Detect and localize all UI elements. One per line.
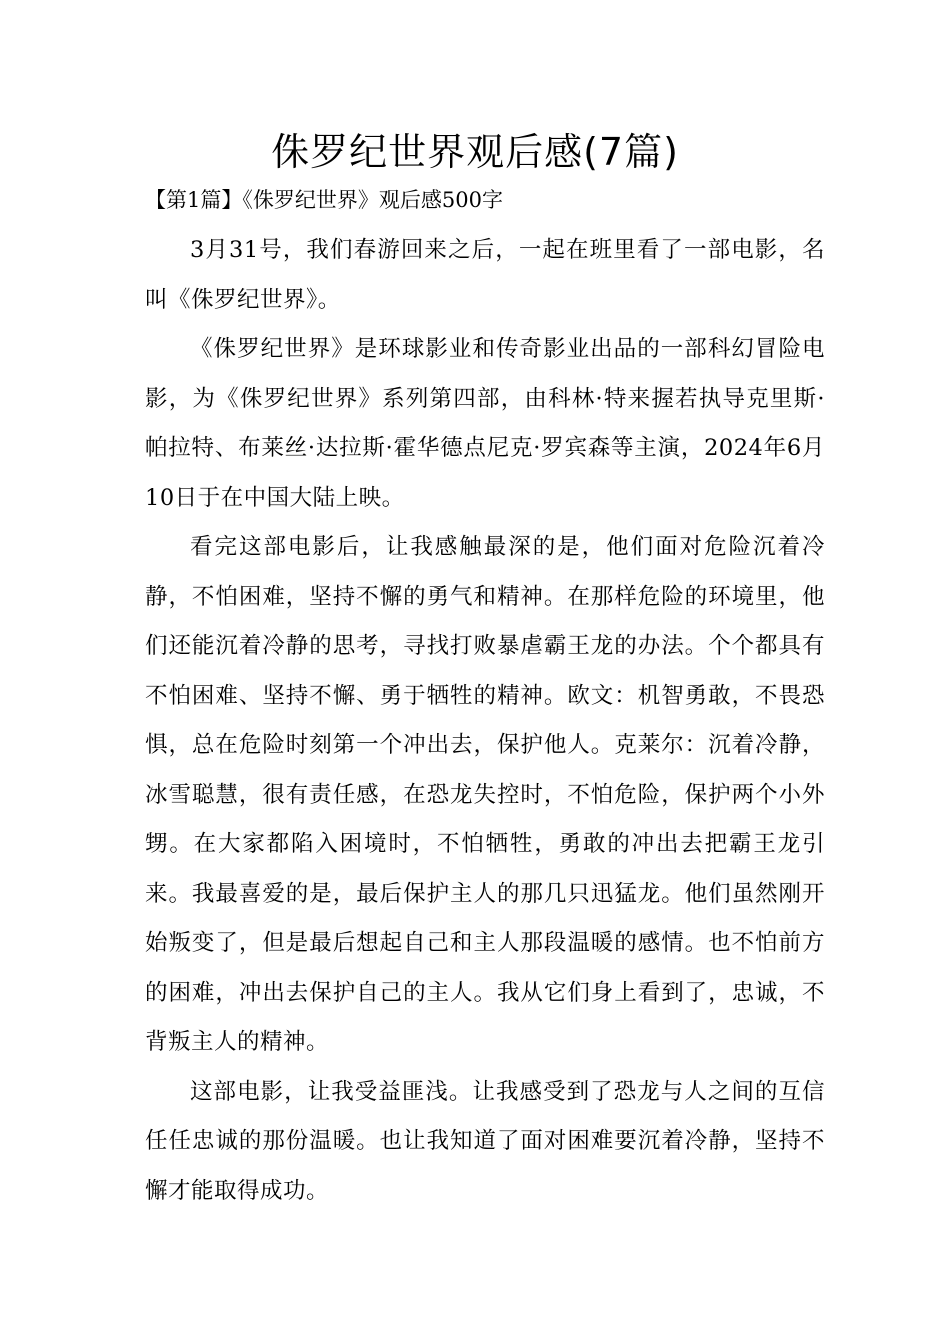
document-title: 侏罗纪世界观后感(7篇) <box>271 130 679 174</box>
section-heading: 【第1篇】《侏罗纪世界》观后感500字 <box>145 188 503 212</box>
paragraph: 3月31号，我们春游回来之后，一起在班里看了一部电影，名叫《侏罗纪世界》。 <box>145 237 825 313</box>
paragraph: 看完这部电影后，让我感触最深的是，他们面对危险沉着冷静，不怕困难，坚持不懈的勇气和精神。在那样危险的环境里，他们还能沉着冷静的思考，寻找打败暴虐霸王龙的办法。个个都具有不怕困难、坚持不懈、勇于牺牲的精神。欧文：机智勇敢，不畏恐惧，总在危险时刻第一个冲出去，保护他人。克莱尔：沉着冷静，冰雪聪慧，很有责任感，在恐龙失控时，不怕危险，保护两个小外甥。在大家都陷入困境时，不怕牺牲，勇敢的冲出去把霸王龙引来。我最喜爱的是，最后保护主人的那几只迅猛龙。他们虽然刚开始叛变了，但是最后想起自己和主人那段温暖的感情。也不怕前方的困难，冲出去保护自己的主人。我从它们身上看到了，忠诚，不背叛主人的精神。 <box>145 534 825 1055</box>
document-body <box>145 226 825 1216</box>
paragraph: 《侏罗纪世界》是环球影业和传奇影业出品的一部科幻冒险电影，为《侏罗纪世界》系列第四部，由科林·特来握若执导克里斯·帕拉特、布莱丝·达拉斯·霍华德点尼克·罗宾森等主演，2024年6月10日于在中国大陆上映。 <box>145 336 825 511</box>
paragraph: 这部电影，让我受益匪浅。让我感受到了恐龙与人之间的互信任任忠诚的那份温暖。也让我知道了面对困难要沉着冷静，坚持不懈才能取得成功。 <box>145 1078 825 1204</box>
